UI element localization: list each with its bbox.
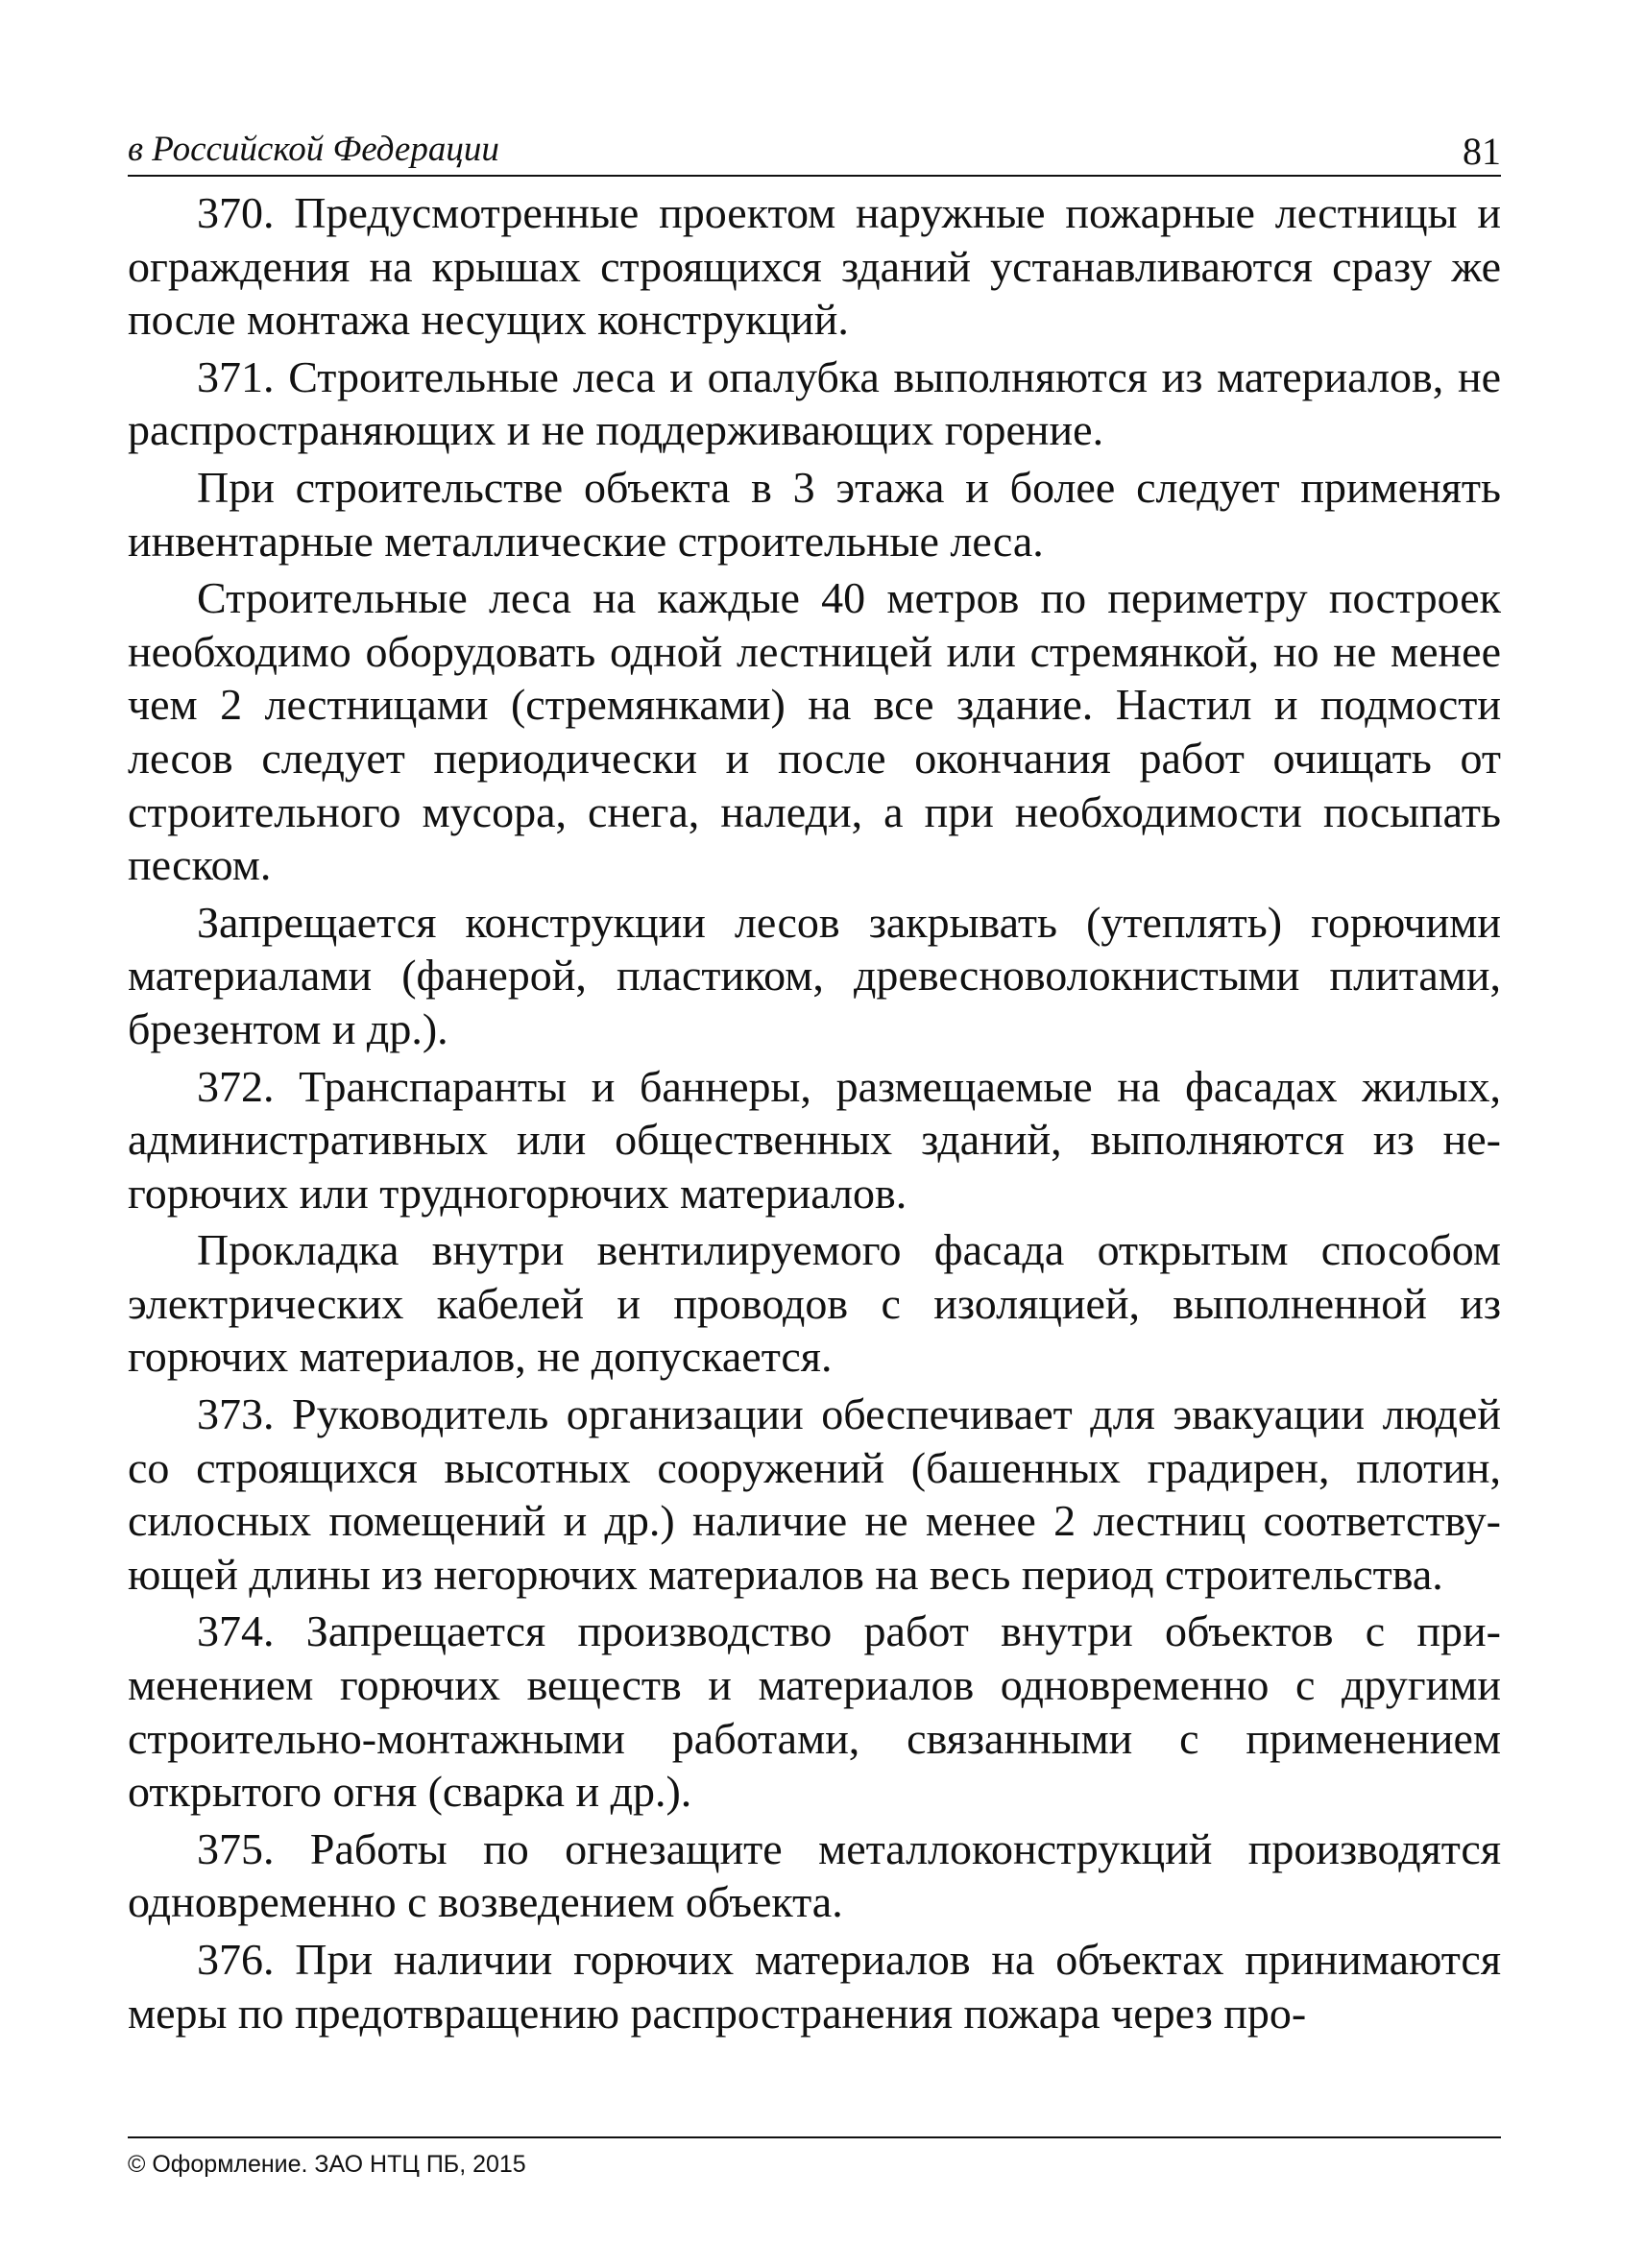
paragraph-374: 374. Запрещается производство работ внутри объектов с применением горючих веществ и материалов одновременно с другими строительно-монтажными работами, связанными с применением открытого огня (сварка и др.). bbox=[128, 1606, 1501, 1817]
copyright-notice: © Оформление. ЗАО НТЦ ПБ, 2015 bbox=[128, 2151, 526, 2178]
paragraph-375: 375. Работы по огнезащите металлоконструкций производятся одновременно с возведением объекта. bbox=[128, 1823, 1501, 1927]
paragraph-371-scaffolding-3-floors: При строительстве объекта в 3 этажа и более следует применять инвентарные металлические строительные леса. bbox=[128, 462, 1501, 566]
paragraph-371-ladders: Строительные леса на каждые 40 метров по периметру построек необходимо оборудовать одной лестницей или стремянкой, но не менее чем 2 лестницами (стремянками) на все здание. Настил и подмости лесов следует периодически и после окончания работ очищать от строительного мусора, снега, наледи, а при необходимости посыпать песком. bbox=[128, 573, 1501, 890]
running-header-title: в Российской Федерации bbox=[128, 130, 499, 169]
page-number: 81 bbox=[1463, 130, 1501, 173]
paragraph-376: 376. При наличии горючих материалов на объектах принимаются меры по предотвращению распространения пожара через про- bbox=[128, 1935, 1501, 2038]
running-header bbox=[128, 115, 1501, 177]
paragraph-373: 373. Руководитель организации обеспечивает для эвакуации людей со строящихся высотных сооружений (башенных градирен, плотин, силосных помещений и др.) наличие не менее 2 лестниц соответствующей длины из негорючих материалов на весь период строительства. bbox=[128, 1389, 1501, 1599]
paragraph-370: 370. Предусмотренные проектом наружные пожарные лестницы и ограждения на крышах строящихся зданий устанавливаются сразу же после монтажа несущих конструкций. bbox=[128, 188, 1501, 345]
page-footer bbox=[128, 2136, 1501, 2179]
paragraph-372: 372. Транспаранты и баннеры, размещаемые на фасадах жилых, административных или общественных зданий, выполняются из негорючих или трудногорючих материалов. bbox=[128, 1061, 1501, 1218]
paragraph-371-covering-prohibited: Запрещается конструкции лесов закрывать (утеплять) горючими материалами (фанерой, пластиком, древесноволокнистыми плитами, брезентом и др.). bbox=[128, 897, 1501, 1053]
paragraph-372-cables: Прокладка внутри вентилируемого фасада открытым способом электрических кабелей и проводов с изоляцией, выполненной из горючих материалов, не допускается. bbox=[128, 1225, 1501, 1382]
paragraph-371: 371. Строительные леса и опалубка выполняются из материалов, не распространяющих и не поддерживающих горение. bbox=[128, 351, 1501, 455]
body-text bbox=[128, 186, 1501, 2039]
document-page bbox=[128, 115, 1501, 2043]
